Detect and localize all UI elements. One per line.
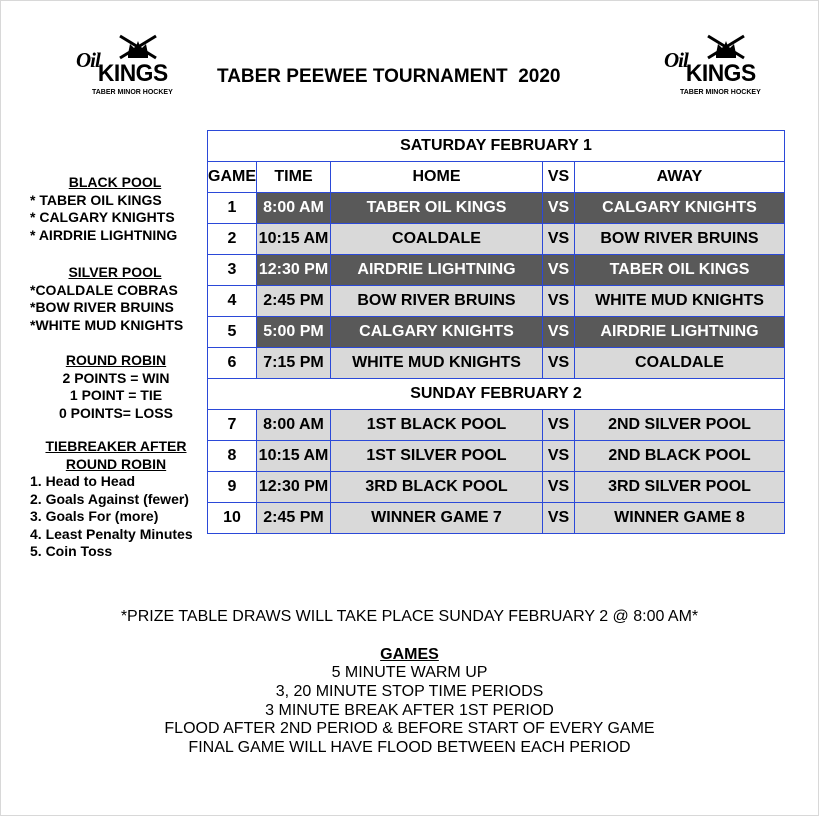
tiebreaker-section (30, 438, 202, 561)
round-robin-line: 2 POINTS = WIN (62, 369, 170, 386)
games-info-line: FLOOD AFTER 2ND PERIOD & BEFORE START OF EVERY GAME (164, 720, 655, 737)
games-info-line: 5 MINUTE WARM UP (331, 664, 488, 681)
tiebreaker-item: 3. Goals For (more) (30, 508, 159, 524)
game-number: 8 (208, 441, 257, 472)
table-row (208, 348, 785, 379)
table-row (208, 224, 785, 255)
game-time: 5:00 PM (257, 317, 331, 348)
oil-kings-logo-left (72, 32, 172, 102)
games-info-line: 3 MINUTE BREAK AFTER 1ST PERIOD (265, 702, 554, 719)
game-time: 12:30 PM (257, 472, 331, 503)
logo-subtitle: TABER MINOR HOCKEY (680, 89, 761, 96)
tiebreaker-item: 5. Coin Toss (30, 543, 113, 559)
table-row (208, 410, 785, 441)
game-time: 10:15 AM (257, 224, 331, 255)
home-team: 1ST SILVER POOL (331, 441, 543, 472)
home-team: WHITE MUD KNIGHTS (331, 348, 543, 379)
game-time: 8:00 AM (257, 410, 331, 441)
game-time: 12:30 PM (257, 255, 331, 286)
home-team: TABER OIL KINGS (331, 193, 543, 224)
black-pool-team: * CALGARY KNIGHTS (30, 209, 175, 225)
games-heading: GAMES (380, 646, 439, 663)
column-header-time: TIME (257, 162, 331, 193)
column-header-row (208, 162, 785, 193)
versus-label: VS (543, 503, 575, 534)
game-time: 7:15 PM (257, 348, 331, 379)
game-number: 6 (208, 348, 257, 379)
day-header-sunday: SUNDAY FEBRUARY 2 (208, 379, 785, 410)
tiebreaker-heading-2: ROUND ROBIN (65, 455, 167, 472)
black-pool-heading: BLACK POOL (68, 174, 162, 190)
versus-label: VS (543, 255, 575, 286)
table-row (208, 286, 785, 317)
table-row (208, 441, 785, 472)
game-number: 9 (208, 472, 257, 503)
home-team: COALDALE (331, 224, 543, 255)
silver-pool-team: *WHITE MUD KNIGHTS (30, 316, 184, 333)
tiebreaker-item: 4. Least Penalty Minutes (30, 525, 193, 542)
column-header-away: AWAY (575, 162, 785, 193)
tiebreaker-item: 1. Head to Head (30, 473, 136, 489)
game-number: 2 (208, 224, 257, 255)
table-row (208, 472, 785, 503)
logo-subtitle: TABER MINOR HOCKEY (92, 89, 173, 96)
away-team: COALDALE (575, 348, 785, 379)
day-header-row (208, 379, 785, 410)
tiebreaker-heading: TIEBREAKER AFTER (45, 438, 187, 454)
versus-label: VS (543, 472, 575, 503)
round-robin-heading: ROUND ROBIN (65, 352, 167, 368)
game-number: 10 (208, 503, 257, 534)
logo-kings-text: KINGS (97, 60, 168, 87)
table-row (208, 503, 785, 534)
silver-pool-section (30, 264, 200, 334)
away-team: WINNER GAME 8 (575, 503, 785, 534)
home-team: CALGARY KNIGHTS (331, 317, 543, 348)
round-robin-line: 1 POINT = TIE (69, 387, 163, 403)
home-team: 1ST BLACK POOL (331, 410, 543, 441)
game-number: 3 (208, 255, 257, 286)
away-team: 2ND SILVER POOL (575, 410, 785, 441)
black-pool-section (30, 174, 200, 244)
home-team: 3RD BLACK POOL (331, 472, 543, 503)
logo-oil-text: Oil (76, 48, 100, 72)
away-team: AIRDRIE LIGHTNING (575, 317, 785, 348)
crossed-sticks-crown-icon (114, 32, 164, 60)
black-pool-team: * AIRDRIE LIGHTNING (30, 226, 178, 243)
game-number: 4 (208, 286, 257, 317)
table-row (208, 317, 785, 348)
logo-oil-text: Oil (664, 48, 688, 72)
column-header-vs: VS (543, 162, 575, 193)
logo-kings-text: KINGS (685, 60, 756, 87)
round-robin-line: 0 POINTS= LOSS (59, 404, 173, 421)
home-team: BOW RIVER BRUINS (331, 286, 543, 317)
schedule-table (207, 130, 785, 534)
home-team: WINNER GAME 7 (331, 503, 543, 534)
game-time: 2:45 PM (257, 286, 331, 317)
day-header-row (208, 131, 785, 162)
versus-label: VS (543, 410, 575, 441)
versus-label: VS (543, 224, 575, 255)
game-number: 1 (208, 193, 257, 224)
away-team: TABER OIL KINGS (575, 255, 785, 286)
column-header-game: GAME (208, 162, 257, 193)
away-team: 3RD SILVER POOL (575, 472, 785, 503)
game-number: 7 (208, 410, 257, 441)
silver-pool-team: *BOW RIVER BRUINS (30, 299, 174, 315)
home-team: AIRDRIE LIGHTNING (331, 255, 543, 286)
versus-label: VS (543, 286, 575, 317)
game-time: 2:45 PM (257, 503, 331, 534)
away-team: BOW RIVER BRUINS (575, 224, 785, 255)
table-row (208, 255, 785, 286)
away-team: CALGARY KNIGHTS (575, 193, 785, 224)
away-team: WHITE MUD KNIGHTS (575, 286, 785, 317)
black-pool-team: * TABER OIL KINGS (30, 191, 162, 208)
round-robin-section (56, 352, 176, 422)
column-header-home: HOME (331, 162, 543, 193)
day-header-saturday: SATURDAY FEBRUARY 1 (208, 131, 785, 162)
versus-label: VS (543, 317, 575, 348)
crossed-sticks-crown-icon (702, 32, 752, 60)
away-team: 2ND BLACK POOL (575, 441, 785, 472)
game-number: 5 (208, 317, 257, 348)
table-row (208, 193, 785, 224)
silver-pool-heading: SILVER POOL (68, 264, 162, 280)
tiebreaker-item: 2. Goals Against (fewer) (30, 490, 189, 507)
prize-note: *PRIZE TABLE DRAWS WILL TAKE PLACE SUNDAY FEBRUARY 2 @ 8:00 AM* (120, 608, 699, 625)
silver-pool-team: *COALDALE COBRAS (30, 281, 178, 298)
oil-kings-logo-right (660, 32, 760, 102)
versus-label: VS (543, 441, 575, 472)
versus-label: VS (543, 193, 575, 224)
game-time: 8:00 AM (257, 193, 331, 224)
games-info-line: 3, 20 MINUTE STOP TIME PERIODS (275, 683, 544, 700)
versus-label: VS (543, 348, 575, 379)
game-time: 10:15 AM (257, 441, 331, 472)
page-title: TABER PEEWEE TOURNAMENT 2020 (217, 66, 561, 87)
games-info-line: FINAL GAME WILL HAVE FLOOD BETWEEN EACH PERIOD (188, 739, 631, 756)
